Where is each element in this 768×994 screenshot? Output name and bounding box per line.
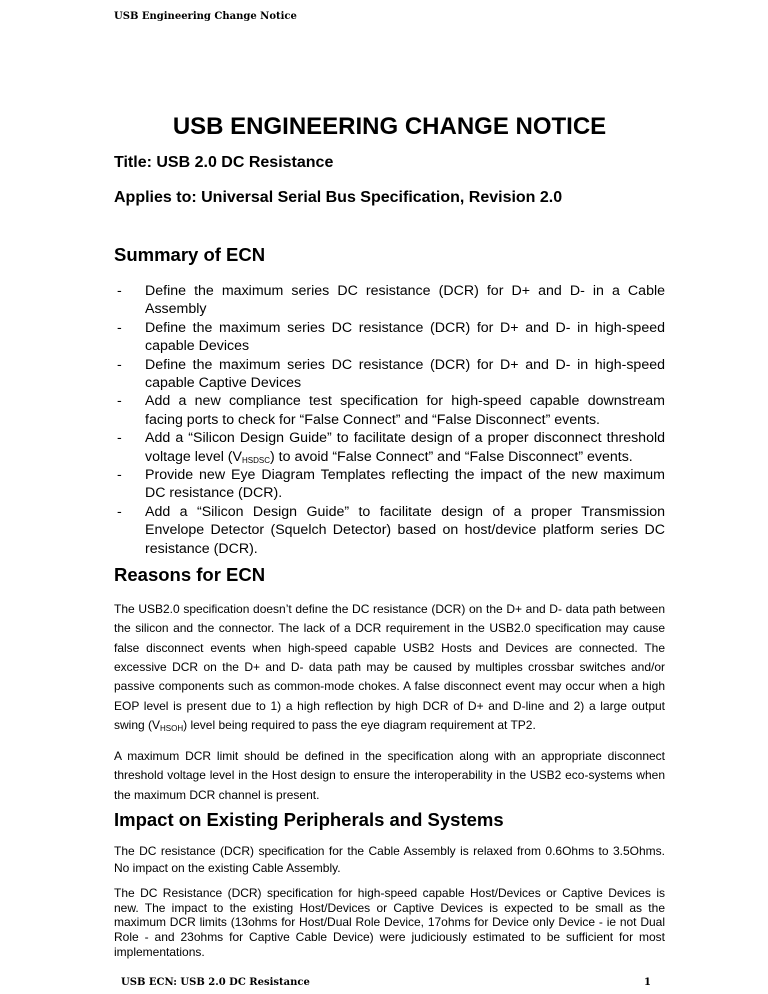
summary-item-text: ) to avoid “False Connect” and “False Disconnect” events. [270, 448, 633, 465]
summary-item-text: Define the maximum series DC resistance (DCR) for D+ and D- in high-speed capable Devices [145, 319, 665, 355]
summary-item-text: Provide new Eye Diagram Templates reflecting the impact of the new maximum DC resistance (DCR). [145, 467, 665, 502]
summary-item-text: Add a “Silicon Design Guide” to facilitate design of a proper disconnect threshold voltage level (V [145, 430, 665, 465]
bullet-dash: - [117, 283, 122, 299]
reasons-paragraph-1 [114, 600, 665, 735]
impact-heading: Impact on Existing Peripherals and Systems [114, 809, 504, 831]
page-body [114, 113, 665, 989]
applies-to: Applies to: Universal Serial Bus Specification, Revision 2.0 [114, 189, 563, 206]
reasons-paragraph-2: A maximum DCR limit should be defined in the specification along with an appropriate disconnect threshold voltage level in the Host design to ensure the interoperability in the USB2 eco-systems when the maximum DCR channel is present. [114, 749, 665, 802]
summary-item [114, 429, 665, 466]
subscript: HSOH [160, 723, 184, 733]
summary-item-text: Define the maximum series DC resistance (DCR) for D+ and D- in a Cable Assembly [145, 283, 665, 318]
summary-list [114, 282, 665, 558]
ecn-title: Title: USB 2.0 DC Resistance [114, 154, 334, 171]
summary-item [114, 392, 665, 429]
summary-item [114, 282, 665, 319]
bullet-dash: - [117, 467, 122, 484]
summary-item [114, 319, 665, 356]
summary-item [114, 503, 665, 558]
page-footer [121, 976, 651, 989]
summary-item-text: Add a “Silicon Design Guide” to facilitate design of a proper Transmission Envelope Detector (Squelch Detector) based on host/device platform series DC resistance (DCR). [145, 503, 665, 557]
text: ) level being required to pass the eye diagram requirement at TP2. [183, 717, 536, 732]
summary-item-text: Add a new compliance test specification for high-speed capable downstream facing ports to check for “False Connect” and “False Disconnect” events. [145, 393, 665, 428]
page-header: USB Engineering Change Notice [114, 11, 297, 22]
reasons-heading: Reasons for ECN [114, 564, 266, 586]
bullet-dash: - [117, 356, 122, 373]
subscript: HSDSC [242, 455, 271, 465]
summary-item [114, 356, 665, 393]
text: The USB2.0 specification doesn’t define the DC resistance (DCR) on the D+ and D- data path between the silicon and the connector. The lack of a DCR requirement in the USB2.0 specification may cause false disconnect events when high-speed capable USB2 Hosts and Devices are connected. The excessive DCR on the D+ and D- data path may be caused by multiples crossbar switches and/or passive components such as common-mode chokes. A false disconnect event may occur when a high EOP level is present due to 1) a high reflection by high DCR of D+ and D-line and 2) a large output swing (V [114, 602, 665, 732]
impact-paragraph-1: The DC resistance (DCR) specification for the Cable Assembly is relaxed from 0.6Ohms to 3.5Ohms. No impact on the existing Cable Assembly. [114, 844, 665, 875]
summary-item [114, 466, 665, 503]
footer-text: USB ECN: USB 2.0 DC Resistance [121, 976, 310, 988]
bullet-dash: - [117, 393, 122, 410]
bullet-dash: - [117, 319, 122, 336]
page-number: 1 [644, 976, 651, 988]
bullet-dash: - [117, 503, 122, 520]
document-title: USB ENGINEERING CHANGE NOTICE [172, 113, 607, 140]
bullet-dash: - [117, 430, 122, 447]
summary-item-text: Define the maximum series DC resistance (DCR) for D+ and D- in high-speed capable Captive Devices [145, 356, 665, 392]
summary-heading: Summary of ECN [114, 244, 266, 265]
impact-paragraph-2: The DC Resistance (DCR) specification for high-speed capable Host/Devices or Captive Devices is new. The impact to the existing Host/Devices or Captive Devices is expected to be small as the maximum DCR limits (13ohms for Host/Dual Role Device, 17ohms for Device only Device - ie not Dual Role - and 23ohms for Captive Cable Device) were judiciously estimated to be sufficient for most implementations. [114, 886, 665, 959]
